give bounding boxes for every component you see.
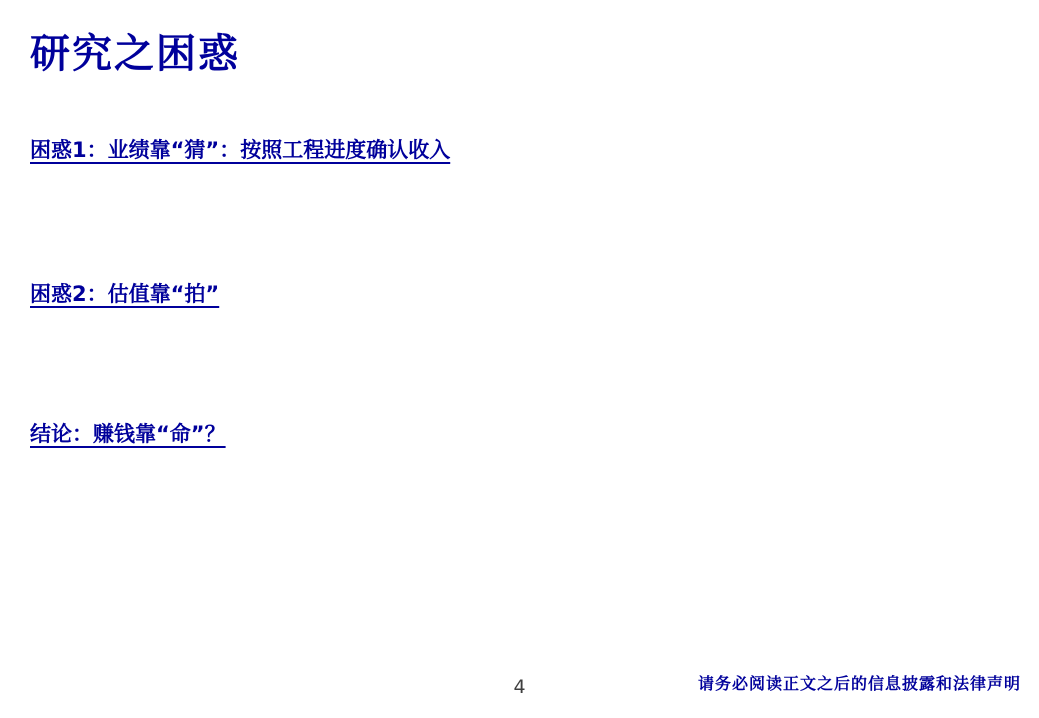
bullet-item-3: 结论：赚钱靠“命”？	[30, 422, 226, 446]
page-title: 研究之困惑	[30, 30, 240, 77]
bullet-item-1: 困惑1：业绩靠“猜”：按照工程进度确认收入	[30, 138, 451, 162]
footer-disclaimer: 请务必阅读正文之后的信息披露和法律声明	[697, 674, 1021, 693]
page-number: 4	[513, 676, 526, 698]
bullet-item-2: 困惑2：估值靠“拍”	[30, 282, 220, 306]
